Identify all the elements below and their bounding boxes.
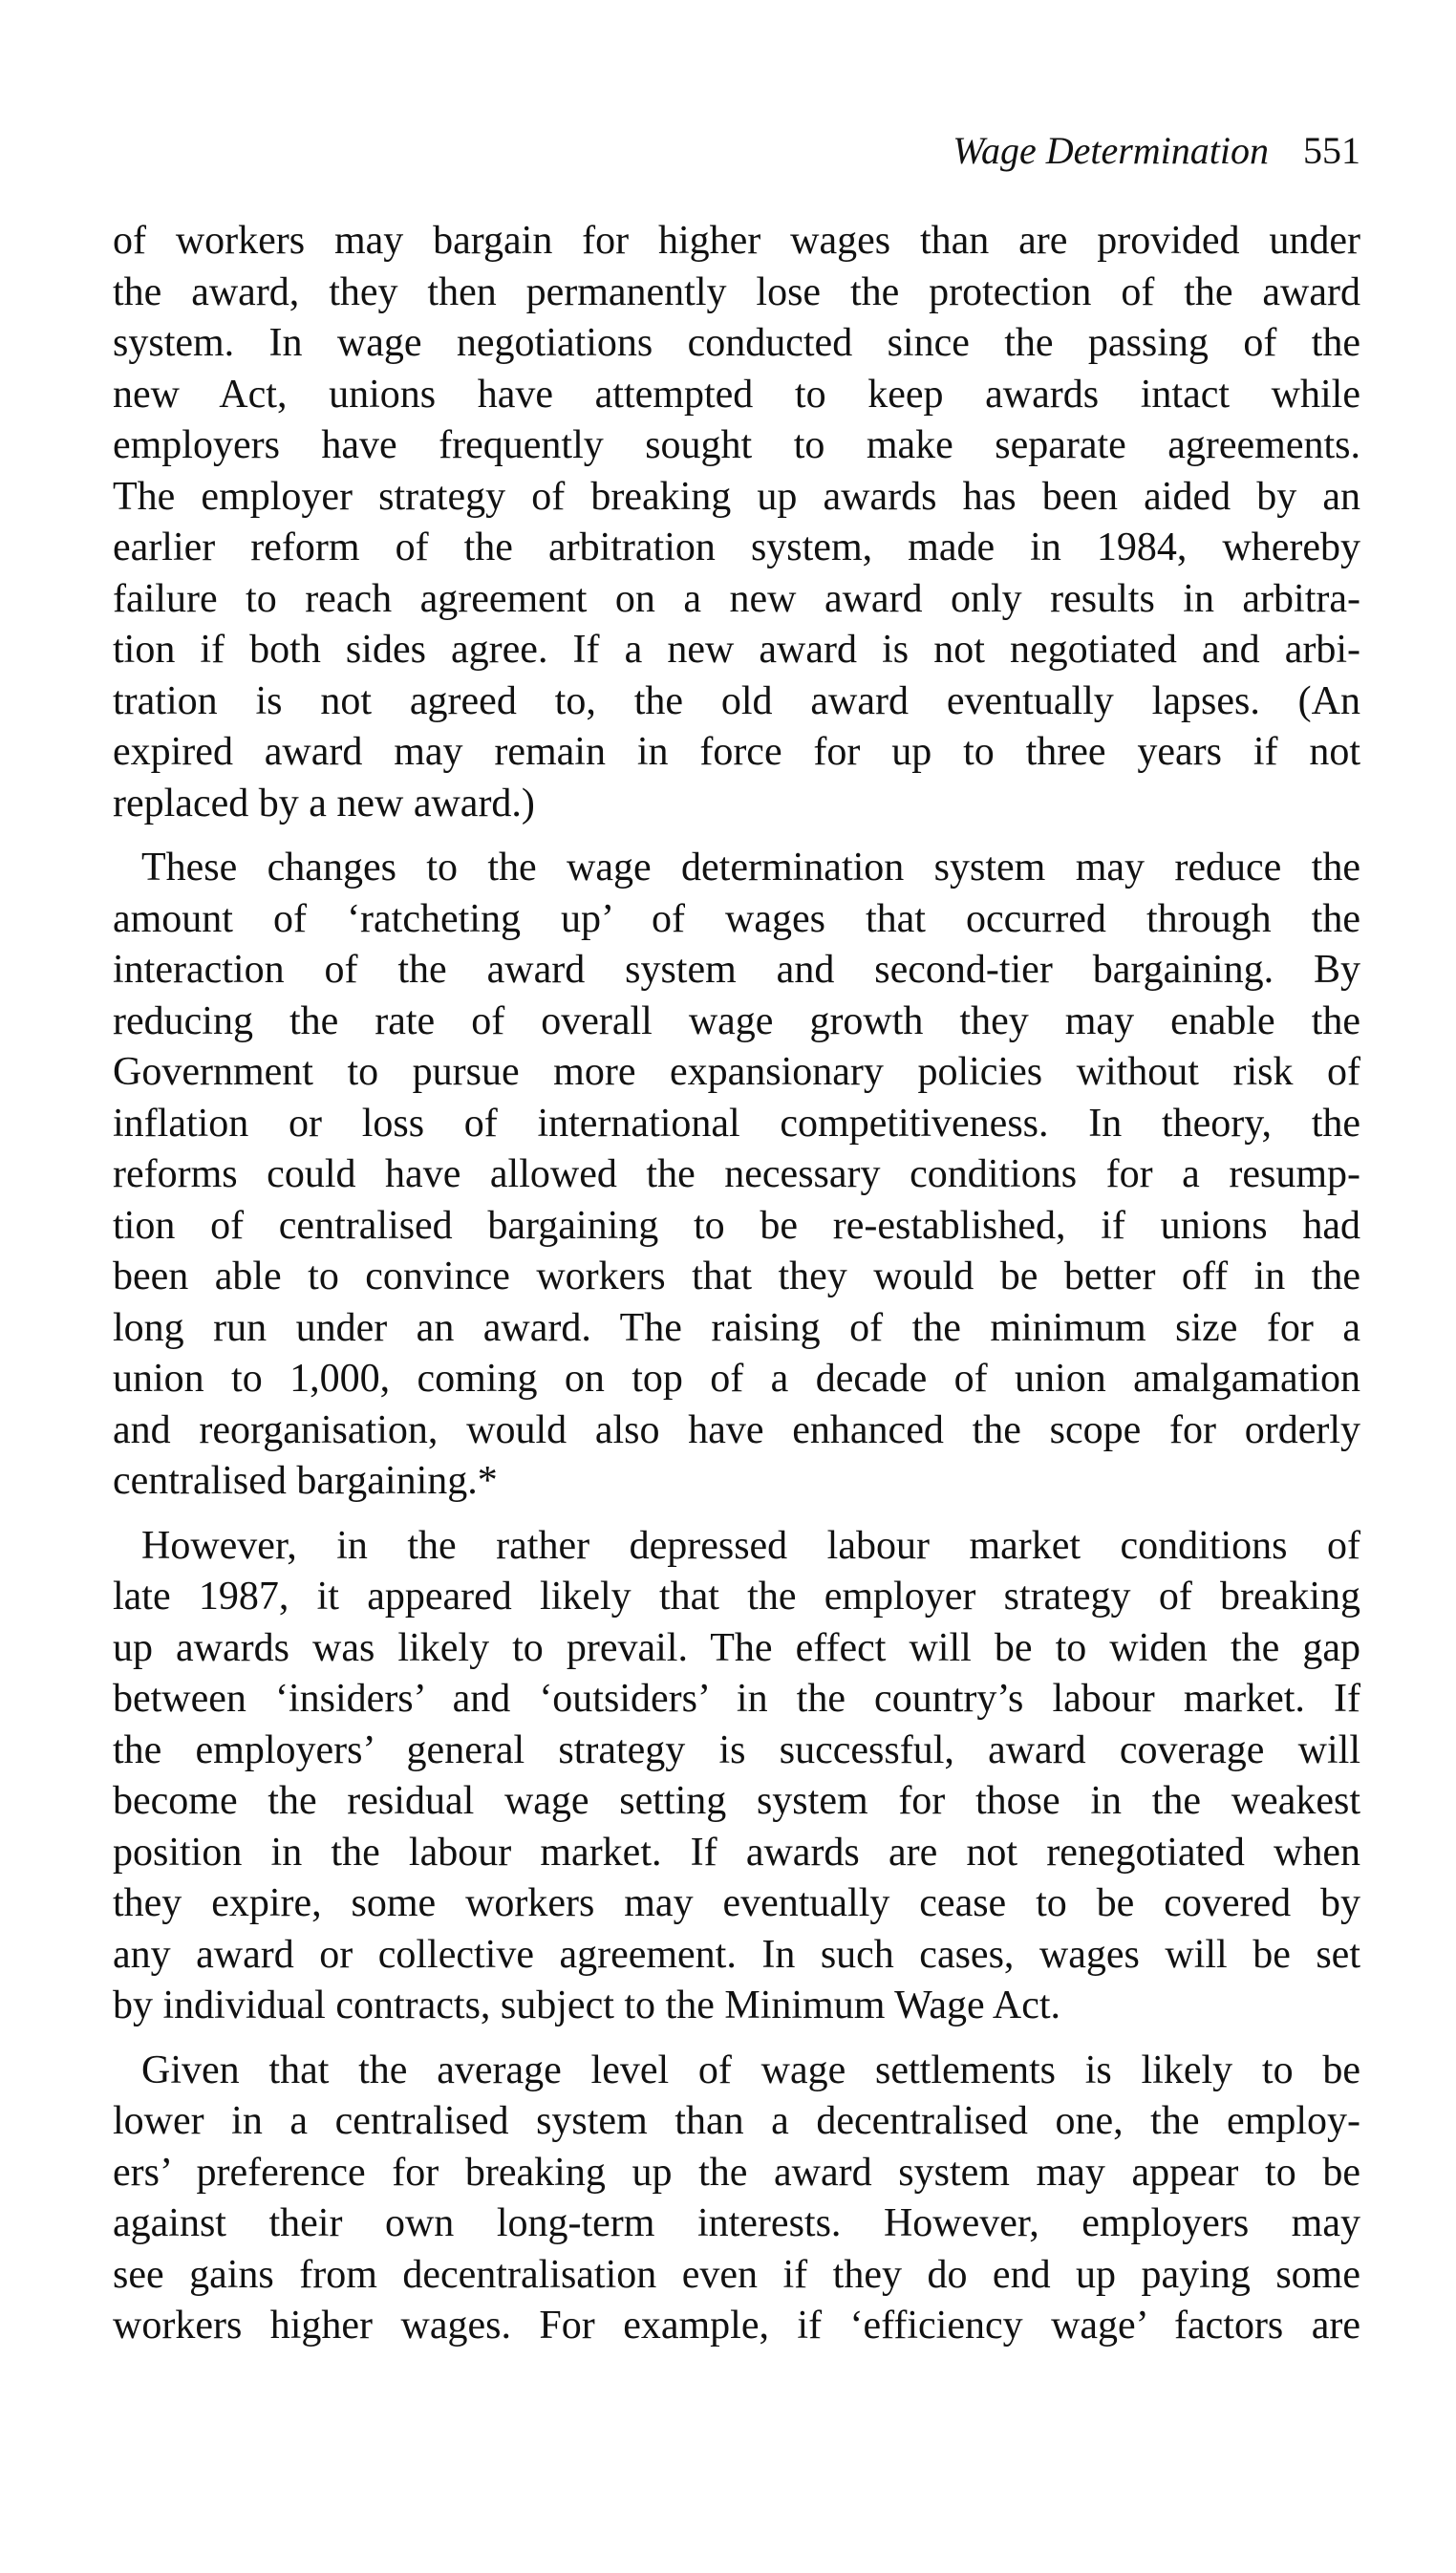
paragraph: [113, 216, 1360, 829]
text-line: earlier reform of the arbitration system, made in 1984, whereby: [113, 525, 1360, 569]
text-line: interaction of the award system and second-tier bargaining. By: [113, 948, 1360, 992]
text-line: inflation or loss of international competitiveness. In theory, the: [113, 1101, 1360, 1146]
text-line: up awards was likely to prevail. The effect will be to widen the gap: [113, 1625, 1360, 1670]
text-line: by individual contracts, subject to the Minimum Wage Act.: [113, 1983, 1061, 2027]
chapter-title: Wage Determination: [953, 129, 1269, 172]
text-line: between ‘insiders’ and ‘outsiders’ in the country’s labour market. If: [113, 1677, 1360, 1721]
page-number: 551: [1303, 129, 1360, 172]
text-line: These changes to the wage determination system may reduce the: [141, 846, 1360, 890]
text-line: workers higher wages. For example, if ‘efficiency wage’ factors are: [113, 2304, 1360, 2348]
text-line: any award or collective agreement. In such cases, wages will be set: [113, 1932, 1360, 1977]
text-line: new Act, unions have attempted to keep awards intact while: [113, 372, 1360, 417]
text-line: reforms could have allowed the necessary conditions for a resump-: [113, 1152, 1360, 1196]
text-line: employers have frequently sought to make separate agreements.: [113, 423, 1360, 467]
text-line: see gains from decentralisation even if they do end up paying some: [113, 2252, 1360, 2297]
text-line: long run under an award. The raising of the minimum size for a: [113, 1305, 1360, 1350]
body-text: [113, 216, 1360, 2366]
paragraph: [113, 843, 1360, 1508]
text-line: The employer strategy of breaking up awards has been aided by an: [113, 474, 1360, 519]
paragraph: [113, 1521, 1360, 2032]
text-line: amount of ‘ratcheting up’ of wages that occurred through the: [113, 896, 1360, 941]
text-line: and reorganisation, would also have enhanced the scope for orderly: [113, 1407, 1360, 1452]
text-line: they expire, some workers may eventually cease to be covered by: [113, 1881, 1360, 1925]
text-line: tion of centralised bargaining to be re-established, if unions had: [113, 1203, 1360, 1248]
text-line: reducing the rate of overall wage growth they may enable the: [113, 998, 1360, 1043]
text-line: expired award may remain in force for up to three years if not: [113, 730, 1360, 774]
text-line: tration is not agreed to, the old award eventually lapses. (An: [113, 678, 1360, 723]
text-line: position in the labour market. If awards are not renegotiated when: [113, 1830, 1360, 1875]
text-line: ers’ preference for breaking up the award system may appear to be: [113, 2150, 1360, 2195]
text-line: system. In wage negotiations conducted since the passing of the: [113, 321, 1360, 365]
text-line: replaced by a new award.): [113, 781, 535, 826]
text-line: of workers may bargain for higher wages than are provided under: [113, 219, 1360, 263]
paragraph: [113, 2046, 1360, 2352]
text-line: lower in a centralised system than a decentralised one, the employ-: [113, 2099, 1360, 2143]
text-line: Given that the average level of wage settlements is likely to be: [141, 2048, 1360, 2092]
text-line: Government to pursue more expansionary policies without risk of: [113, 1050, 1360, 1094]
text-line: However, in the rather depressed labour market conditions of: [141, 1523, 1360, 1568]
text-line: late 1987, it appeared likely that the employer strategy of breaking: [113, 1575, 1360, 1619]
text-line: tion if both sides agree. If a new award is not negotiated and arbi-: [113, 628, 1360, 672]
text-line: against their own long-term interests. However, employers may: [113, 2201, 1360, 2245]
text-line: the employers’ general strategy is successful, award coverage will: [113, 1727, 1360, 1772]
text-line: centralised bargaining.*: [113, 1459, 498, 1503]
text-line: been able to convince workers that they would be better off in the: [113, 1254, 1360, 1298]
text-line: become the residual wage setting system for those in the weakest: [113, 1779, 1360, 1823]
text-line: union to 1,000, coming on top of a decade of union amalgamation: [113, 1357, 1360, 1401]
running-header: [953, 122, 1360, 180]
text-line: the award, they then permanently lose the protection of the award: [113, 269, 1360, 314]
text-line: failure to reach agreement on a new award only results in arbitra-: [113, 576, 1360, 621]
